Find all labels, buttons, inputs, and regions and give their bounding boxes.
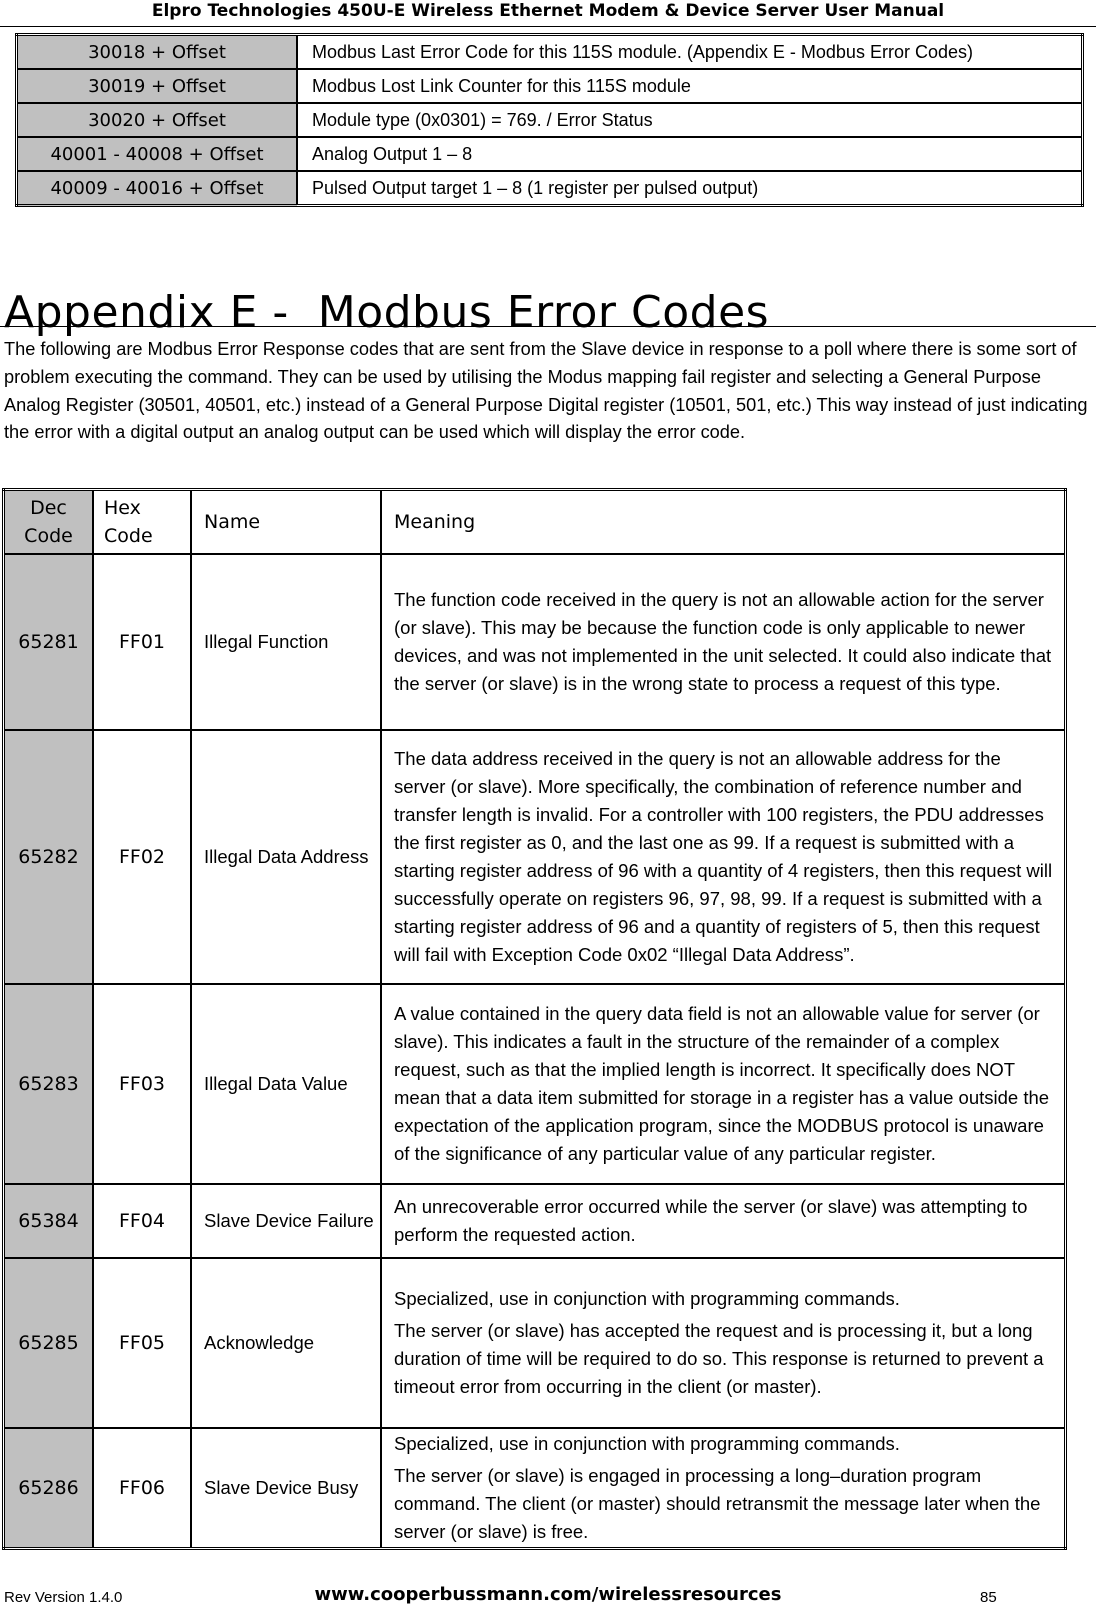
- footer-page-number: 85: [980, 1589, 997, 1606]
- dec-code-cell: 65285: [4, 1258, 94, 1428]
- meaning-line: Specialized, use in conjunction with programming commands.: [394, 1432, 900, 1454]
- register-description: Module type (0x0301) = 769. / Error Status: [297, 103, 1083, 137]
- footer-version: Rev Version 1.4.0: [4, 1589, 123, 1606]
- column-header-name: Name: [191, 490, 381, 555]
- register-address: 40009 - 40016 + Offset: [17, 171, 298, 206]
- dec-code-cell: 65286: [4, 1428, 94, 1548]
- error-meaning-cell: The data address received in the query is not an allowable address for the server (or slave). More specifically, the combination of reference number and transfer length is invalid. For a controller with 100 registers, the PDU addresses the first register as 0, and the last one as 99. If a request is submitted with a starting register address of 96 with a quantity of 4 registers, then this request will successfully operate on registers 96, 97, 98, 99. If a request is submitted with a starting register address of 96 and a quantity of registers of 5, then this request will fail with Exception Code 0x02 “Illegal Data Address”.: [381, 730, 1066, 984]
- table-row: [4, 984, 1066, 1184]
- table-row: [17, 35, 1083, 70]
- table-row: [4, 1428, 1066, 1548]
- register-description: Modbus Last Error Code for this 115S module. (Appendix E - Modbus Error Codes): [297, 35, 1083, 70]
- hex-code-cell: FF05: [93, 1258, 191, 1428]
- meaning-line: The server (or slave) has accepted the request and is processing it, but a long duration of time will be required to do so. This response is returned to prevent a timeout error from occurring in the client (or master).: [394, 1320, 1044, 1397]
- dec-code-cell: 65282: [4, 730, 94, 984]
- register-description: Modbus Lost Link Counter for this 115S module: [297, 69, 1083, 103]
- hex-code-cell: FF06: [93, 1428, 191, 1548]
- error-meaning-cell: A value contained in the query data field is not an allowable value for server (or slave). This indicates a fault in the structure of the remainder of a complex request, such as that the implied length is incorrect. It specifically does NOT mean that a data item submitted for storage in a register has a value outside the expectation of the application program, since the MODBUS protocol is unaware of the significance of any particular value of any particular register.: [381, 984, 1066, 1184]
- dec-code-cell: 65384: [4, 1184, 94, 1258]
- hex-code-cell: FF03: [93, 984, 191, 1184]
- title-divider: [0, 326, 1096, 327]
- column-header-meaning: Meaning: [381, 490, 1066, 555]
- error-name-cell: Illegal Data Address: [191, 730, 381, 984]
- register-description: Pulsed Output target 1 – 8 (1 register per pulsed output): [297, 171, 1083, 206]
- hex-code-cell: FF04: [93, 1184, 191, 1258]
- table-row: [4, 554, 1066, 730]
- table-row: [4, 1184, 1066, 1258]
- register-description: Analog Output 1 – 8: [297, 137, 1083, 171]
- error-name-cell: Slave Device Failure: [191, 1184, 381, 1258]
- register-address: 30018 + Offset: [17, 35, 298, 70]
- table-row: [17, 103, 1083, 137]
- dec-code-cell: 65283: [4, 984, 94, 1184]
- register-table: [15, 33, 1084, 207]
- column-header-hex-code: Hex Code: [93, 490, 191, 555]
- table-row: [4, 1258, 1066, 1428]
- error-meaning-cell: An unrecoverable error occurred while the server (or slave) was attempting to perform the requested action.: [381, 1184, 1066, 1258]
- error-name-cell: Illegal Data Value: [191, 984, 381, 1184]
- footer-url-link[interactable]: www.cooperbussmann.com/wirelessresources: [314, 1584, 782, 1605]
- error-meaning-cell: [381, 1258, 1066, 1428]
- hex-code-cell: FF02: [93, 730, 191, 984]
- error-name-cell: Acknowledge: [191, 1258, 381, 1428]
- meaning-line: The server (or slave) is engaged in processing a long–duration program command. The client (or master) should retransmit the message later when the server (or slave) is free.: [394, 1464, 1041, 1542]
- page-header: Elpro Technologies 450U-E Wireless Ethernet Modem & Device Server User Manual: [0, 0, 1096, 27]
- register-address: 30019 + Offset: [17, 69, 298, 103]
- table-row: [4, 730, 1066, 984]
- register-address: 30020 + Offset: [17, 103, 298, 137]
- error-name-cell: Slave Device Busy: [191, 1428, 381, 1548]
- column-header-dec-code: Dec Code: [4, 490, 94, 555]
- error-codes-table: [2, 488, 1067, 1550]
- error-name-cell: Illegal Function: [191, 554, 381, 730]
- appendix-title: Appendix E - Modbus Error Codes: [4, 287, 770, 339]
- dec-code-cell: 65281: [4, 554, 94, 730]
- table-row: [17, 171, 1083, 206]
- register-address: 40001 - 40008 + Offset: [17, 137, 298, 171]
- table-row: [17, 69, 1083, 103]
- hex-code-cell: FF01: [93, 554, 191, 730]
- error-meaning-cell: The function code received in the query is not an allowable action for the server (or slave). This may be because the function code is only applicable to newer devices, and was not implemented in the unit selected. It could also indicate that the server (or slave) is in the wrong state to process a request of this type.: [381, 554, 1066, 730]
- table-header-row: [4, 490, 1066, 555]
- error-meaning-cell: [381, 1428, 1066, 1548]
- table-row: [17, 137, 1083, 171]
- meaning-line: Specialized, use in conjunction with programming commands.: [394, 1288, 900, 1309]
- intro-paragraph: The following are Modbus Error Response codes that are sent from the Slave device in response to a poll where there is some sort of problem executing the command. They can be used by utilising the Modus mapping fail register and selecting a General Purpose Analog Register (30501, 40501, etc.) instead of a General Purpose Digital register (10501, 501, etc.) This way instead of just indicating the error with a digital output an analog output can be used which will display the error code.: [4, 339, 1088, 443]
